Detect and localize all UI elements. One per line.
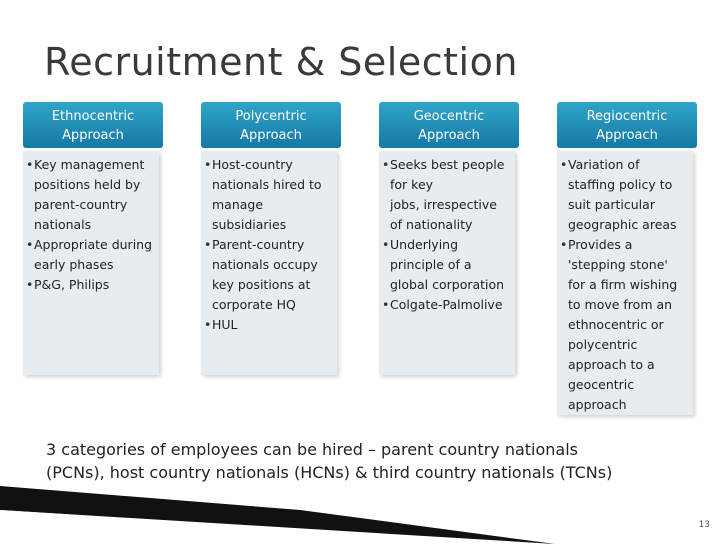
column-geocentric bbox=[379, 102, 519, 375]
slide-title: Recruitment & Selection bbox=[44, 40, 518, 84]
bullet-item bbox=[204, 155, 337, 235]
column-header-line2: Approach bbox=[596, 128, 658, 143]
bullet-icon: • bbox=[560, 157, 568, 172]
bullet-item bbox=[382, 295, 515, 315]
bullet-item bbox=[560, 155, 693, 235]
bullet-text: Appropriate during early phases bbox=[34, 237, 153, 272]
bullet-text: Key management positions held by parent-country nationals bbox=[34, 157, 145, 232]
page-number: 13 bbox=[698, 520, 710, 530]
bullet-item bbox=[204, 315, 337, 335]
bullet-icon: • bbox=[382, 297, 390, 312]
column-header-line1: Regiocentric bbox=[586, 109, 668, 124]
bullet-icon: • bbox=[204, 237, 212, 252]
bullet-item bbox=[560, 235, 693, 415]
column-ethnocentric bbox=[23, 102, 163, 375]
bullet-icon: • bbox=[204, 317, 212, 332]
column-header-line2: Approach bbox=[418, 128, 480, 143]
column-polycentric bbox=[201, 102, 341, 375]
bullet-icon: • bbox=[26, 237, 34, 252]
bullet-text: Parent-country nationals occupy key positions at corporate HQ bbox=[212, 237, 318, 312]
bullet-icon: • bbox=[204, 157, 212, 172]
column-header-line2: Approach bbox=[62, 128, 124, 143]
column-body bbox=[201, 151, 337, 375]
column-body bbox=[379, 151, 515, 375]
bullet-icon: • bbox=[26, 277, 34, 292]
column-header bbox=[23, 102, 163, 148]
bullet-text: Seeks best people for key jobs, irrespective of nationality bbox=[390, 157, 505, 232]
bullet-item bbox=[204, 235, 337, 315]
bullet-item bbox=[26, 155, 159, 235]
bullet-icon: • bbox=[382, 237, 390, 252]
column-header bbox=[379, 102, 519, 148]
column-header-line1: Geocentric bbox=[413, 109, 485, 124]
bullet-text: Colgate-Palmolive bbox=[390, 297, 503, 312]
bullet-text: P&G, Philips bbox=[34, 277, 110, 292]
column-header-line1: Polycentric bbox=[235, 109, 307, 124]
column-regiocentric bbox=[557, 102, 697, 415]
bullet-icon: • bbox=[382, 157, 390, 172]
bullet-item bbox=[26, 275, 159, 295]
bullet-item bbox=[382, 155, 515, 235]
bullet-icon: • bbox=[560, 237, 568, 252]
bullet-text: Underlying principle of a global corporation bbox=[390, 237, 505, 292]
bullet-text: HUL bbox=[212, 317, 238, 332]
slide-note: 3 categories of employees can be hired – parent country nationals (PCNs), host country nationals (HCNs) & third country nationals (TCNs) bbox=[46, 440, 613, 482]
column-body bbox=[23, 151, 159, 375]
bullet-item bbox=[382, 235, 515, 295]
bullet-icon: • bbox=[26, 157, 34, 172]
column-body bbox=[557, 151, 693, 415]
column-header bbox=[201, 102, 341, 148]
column-header bbox=[557, 102, 697, 148]
bullet-text: Provides a 'stepping stone' for a firm wishing to move from an ethnocentric or polycentric approach to a geocentric approach bbox=[568, 237, 678, 412]
bullet-text: Variation of staffing policy to suit particular geographic areas bbox=[568, 157, 677, 232]
bullet-text: Host-country nationals hired to manage subsidiaries bbox=[212, 157, 322, 232]
bullet-item bbox=[26, 235, 159, 275]
column-header-line1: Ethnocentric bbox=[51, 109, 135, 124]
column-header-line2: Approach bbox=[240, 128, 302, 143]
decorative-wedge bbox=[0, 480, 560, 546]
